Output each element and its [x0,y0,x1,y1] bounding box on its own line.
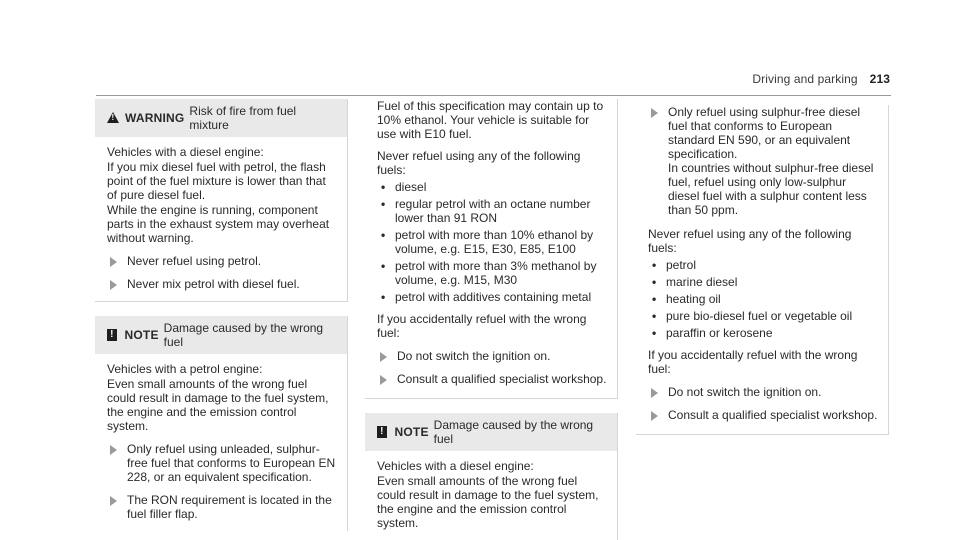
section-title: Driving and parking [752,72,858,86]
list-item [377,180,607,194]
step-text: Consult a qualified specialist workshop. [668,408,878,422]
note-header [95,316,347,354]
continued-note-body [365,99,618,398]
bullet: • [381,228,386,242]
bullet: • [652,275,657,289]
step-text-part-1: Only refuel using sulphur-free diesel fuel that conforms to European standard EN 590, or an equivalent specification. [668,105,861,161]
step-arrow-icon [110,445,117,455]
note-subtitle: Damage caused by the wrong fuel [433,418,594,446]
action-step [648,408,878,422]
list-item-text: regular petrol with an octane number lower than 91 RON [395,197,591,225]
note-text-2: Even small amounts of the wrong fuel could result in damage to the fuel system, the engine and the emission control system. [107,377,329,433]
note-box [95,316,348,531]
warning-text-1: Vehicles with a diesel engine: [107,145,264,159]
list-item-text: paraffin or kerosene [666,326,773,340]
forbidden-fuels-list [648,258,878,340]
step-text: Never refuel using petrol. [127,254,262,268]
fuel-spec-text: Fuel of this specification may contain up to 10% ethanol. Your vehicle is suitable for use with E10 fuel. [377,99,604,141]
step-text: Do not switch the ignition on. [397,349,551,363]
step-text: Do not switch the ignition on. [668,385,822,399]
list-item [648,292,878,306]
action-step [377,372,607,386]
step-text: The RON requirement is located in the fuel filler flap. [127,493,332,521]
bullet: • [652,258,657,272]
warning-triangle-icon [107,112,119,123]
note-text-1: Vehicles with a diesel engine: [377,459,534,473]
step-text: Only refuel using unleaded, sulphur-free fuel that conforms to European EN 228, or an equivalent specification. [127,442,336,484]
never-refuel-text: Never refuel using any of the following fuels: [648,227,852,255]
divider [365,398,618,399]
action-step [648,385,878,399]
warning-header [95,99,347,137]
step-arrow-icon [380,375,387,385]
list-item-text: heating oil [666,292,721,306]
note-exclamation-icon: ! [107,329,117,341]
list-item-text: petrol with more than 10% ethanol by volume, e.g. E15, E30, E85, E100 [395,228,594,256]
step-text: Never mix petrol with diesel fuel. [127,277,300,291]
warning-step [107,254,337,268]
step-arrow-icon [110,496,117,506]
bullet: • [652,292,657,306]
bullet: • [381,290,386,304]
warning-box [95,99,348,302]
note-text-1: Vehicles with a petrol engine: [107,362,263,376]
continued-note-body-2 [636,227,889,435]
note-box [365,413,618,540]
page-number: 213 [869,72,890,86]
bullet: • [652,326,657,340]
step-arrow-icon [110,280,117,290]
list-item-text: petrol with more than 3% methanol by volume, e.g. M15, M30 [395,259,597,287]
header-rule [96,95,891,96]
never-refuel-text: Never refuel using any of the following fuels: [377,149,581,177]
list-item-text: diesel [395,180,427,194]
list-item [377,228,607,256]
warning-step [107,277,337,291]
step-arrow-icon [110,257,117,267]
column-left [95,99,348,531]
note-header [365,413,617,451]
step-arrow-icon [651,411,658,421]
list-item-text: pure bio-diesel fuel or vegetable oil [666,309,853,323]
list-item [648,326,878,340]
list-item [648,309,878,323]
column-right [636,99,889,435]
note-step [107,442,337,484]
list-item [648,275,878,289]
bullet: • [381,180,386,194]
warning-text-2: If you mix diesel fuel with petrol, the flash point of the fuel mixture is lower than that of pure diesel fuel. [107,160,326,202]
list-item [377,290,607,304]
note-exclamation-icon: ! [377,426,387,438]
list-item [377,197,607,225]
step-text [668,105,878,217]
forbidden-fuels-list [377,180,607,304]
step-arrow-icon [651,108,658,118]
note-text-2: Even small amounts of the wrong fuel could result in damage to the fuel system, the engine and the emission control system. [377,474,599,530]
wrong-fuel-text: If you accidentally refuel with the wrong fuel: [377,312,587,340]
column-middle [365,99,618,540]
wrong-fuel-text: If you accidentally refuel with the wrong fuel: [648,348,858,376]
step-text: Consult a qualified specialist workshop. [397,372,607,386]
warning-title: WARNING [125,111,185,125]
warning-subtitle: Risk of fire from fuel mixture [189,104,297,132]
page-header [752,72,890,86]
warning-text-3: While the engine is running, component parts in the exhaust system may overheat without warning. [107,203,330,245]
list-item-text: marine diesel [666,275,738,289]
note-step [107,493,337,521]
continued-note-body [636,105,889,227]
step-arrow-icon [380,352,387,362]
action-step [648,105,878,217]
bullet: • [381,259,386,273]
step-arrow-icon [651,388,658,398]
action-step [377,349,607,363]
note-subtitle: Damage caused by the wrong fuel [163,321,324,349]
list-item [648,258,878,272]
note-title: NOTE [124,328,159,342]
step-text-part-2: In countries without sulphur-free diesel fuel, refuel using only low-sulphur diesel fuel with a sulphur content less than 50 ppm. [668,161,874,217]
bullet: • [652,309,657,323]
note-title: NOTE [394,425,429,439]
bullet: • [381,197,386,211]
list-item-text: petrol [666,258,697,272]
list-item-text: petrol with additives containing metal [395,290,592,304]
list-item [377,259,607,287]
